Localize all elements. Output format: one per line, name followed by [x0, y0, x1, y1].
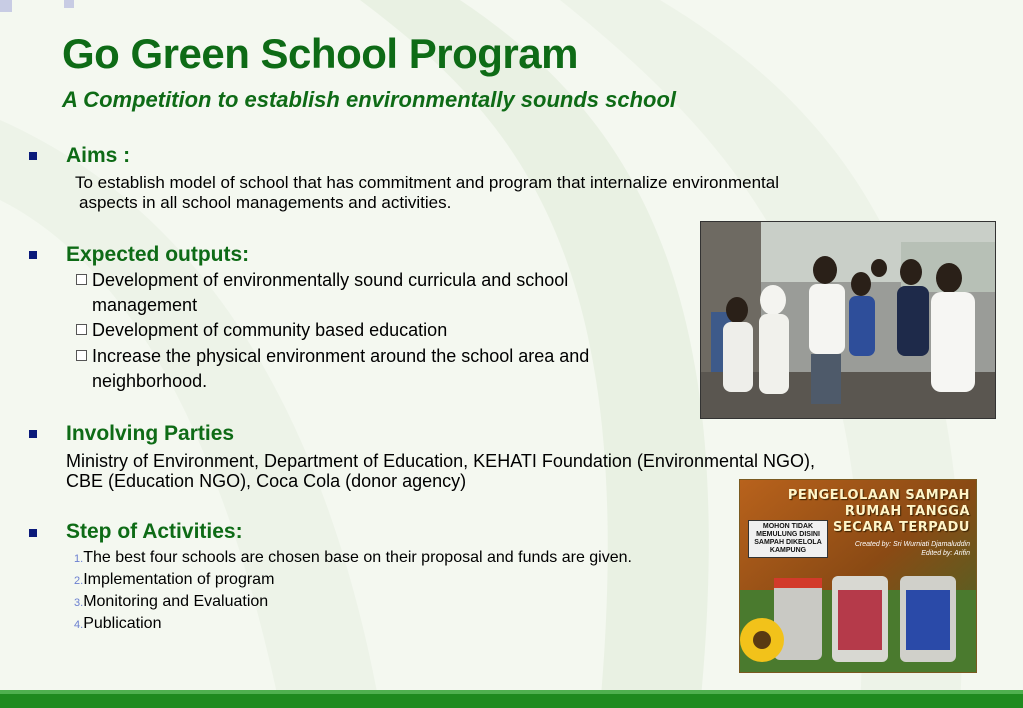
- step-item: [74, 569, 274, 592]
- parties-text-line2: CBE (Education NGO), Coca Cola (donor agency): [66, 471, 467, 491]
- bullet-icon: [29, 529, 37, 537]
- parties-heading: Involving Parties: [66, 422, 235, 445]
- step-number: 2.: [74, 575, 84, 587]
- footer-stripe: [0, 690, 1023, 694]
- output-item: [76, 344, 589, 368]
- output-item: [76, 318, 447, 342]
- step-item: [74, 591, 268, 614]
- poster-title-line: RUMAH TANGGA: [844, 504, 970, 519]
- bullet-icon: [29, 430, 37, 438]
- step-number: 3.: [74, 597, 84, 609]
- aims-text-line1: To establish model of school that has commitment and program that internalize environmental: [75, 173, 779, 192]
- parties-text-line1: Ministry of Environment, Department of Education, KEHATI Foundation (Environmental NGO),: [66, 451, 815, 471]
- bullet-icon: [29, 251, 37, 259]
- poster-credit-line: Edited by: Arifin: [921, 550, 970, 557]
- checkbox-square-icon: [76, 324, 87, 335]
- steps-heading: Step of Activities:: [66, 520, 243, 543]
- poster-credit-line: Created by: Sri Wurniati Djamaluddin: [854, 541, 970, 548]
- step-text: Implementation of program: [83, 571, 275, 588]
- step-text: Publication: [83, 615, 162, 632]
- students-photo-image: [701, 222, 995, 418]
- output-item-continuation: management: [92, 295, 198, 315]
- poster-sign: MOHON TIDAK MEMULUNG DISINI SAMPAH DIKELOLA KAMPUNG: [748, 520, 828, 558]
- output-item-text: Increase the physical environment around the school area and: [92, 346, 590, 366]
- step-item: [74, 613, 161, 636]
- page-title: Go Green School Program: [62, 30, 578, 77]
- output-item: [76, 268, 568, 292]
- poster-title-line: PENGELOLAAN SAMPAH: [787, 488, 970, 503]
- page-subtitle: A Competition to establish environmentally sounds school: [62, 87, 677, 112]
- aims-heading: Aims :: [66, 144, 131, 167]
- step-item: [74, 547, 632, 570]
- poster-title-line: SECARA TERPADU: [833, 520, 970, 535]
- step-text: Monitoring and Evaluation: [83, 593, 269, 610]
- step-number: 4.: [74, 619, 84, 631]
- footer-bar: [0, 690, 1023, 708]
- output-item-text: Development of environmentally sound curricula and school: [92, 270, 569, 290]
- checkbox-square-icon: [76, 350, 87, 361]
- students-photo: [700, 221, 996, 419]
- output-item-continuation: neighborhood.: [92, 371, 208, 391]
- step-number: 1.: [74, 553, 84, 565]
- step-text: The best four schools are chosen base on their proposal and funds are given.: [83, 549, 632, 566]
- checkbox-square-icon: [76, 274, 87, 285]
- bullet-icon: [29, 152, 37, 160]
- aims-text-line2: aspects in all school managements and activities.: [79, 193, 452, 212]
- output-item-text: Development of community based education: [92, 320, 448, 340]
- waste-management-poster: [739, 479, 977, 673]
- outputs-heading: Expected outputs:: [66, 243, 250, 266]
